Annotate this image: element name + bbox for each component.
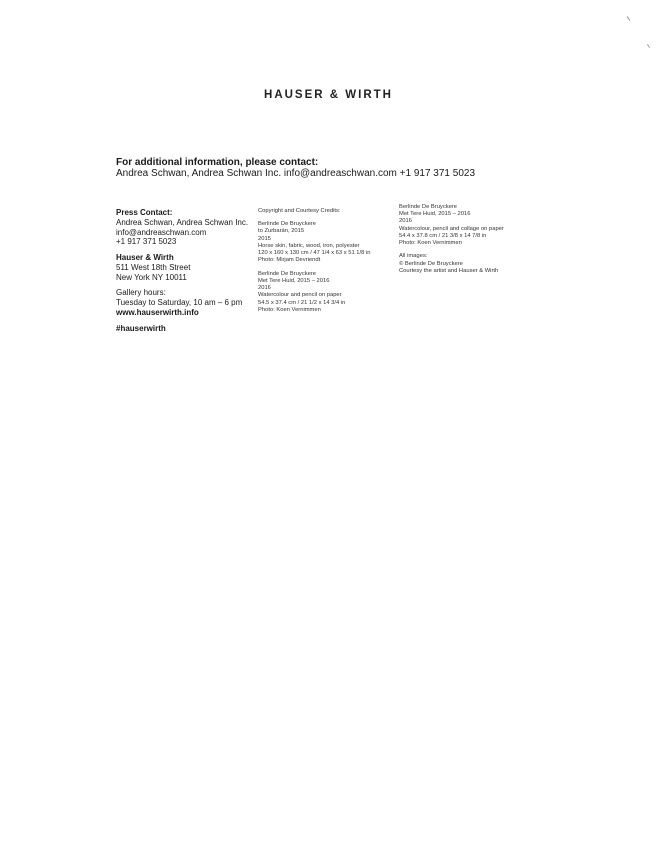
credits-column-1 [258, 208, 370, 320]
credit-item [258, 271, 370, 314]
hashtag: #hauserwirth [116, 323, 166, 333]
credit-dimensions: 54.4 x 37.8 cm / 21 3/8 x 14 7/8 in [399, 232, 487, 239]
credit-item [399, 204, 504, 247]
credit-artist: Berlinde De Bruyckere [258, 221, 316, 228]
credit-artist: Berlinde De Bruyckere [399, 204, 457, 210]
credit-medium: Watercolour and pencil on paper [258, 292, 342, 299]
press-contact-phone: +1 917 371 5023 [116, 237, 177, 247]
gallery-hours-block [116, 288, 248, 317]
credit-artist: Berlinde De Bruyckere [258, 270, 316, 277]
all-images-label: All images: [399, 253, 428, 260]
left-column [116, 208, 248, 333]
credit-medium: Horse skin, fabric, wood, iron, polyester [258, 242, 360, 249]
press-contact-name: Andrea Schwan, Andrea Schwan Inc. [116, 217, 249, 227]
gallery-city: New York NY 10011 [116, 272, 187, 282]
all-images-courtesy: Courtesy the artist and Hauser & Wirth [399, 267, 499, 274]
credit-photo: Photo: Mirjam Devriendt [258, 257, 321, 264]
scan-mark [647, 44, 650, 48]
scan-mark [627, 16, 631, 21]
credit-photo: Photo: Koen Vernimmen [399, 240, 462, 247]
gallery-hours: Tuesday to Saturday, 10 am – 6 pm [116, 298, 243, 307]
credit-photo: Photo: Koen Vernimmen [258, 306, 321, 313]
gallery-address-block [116, 253, 248, 282]
credit-title: Met Tere Huid, 2015 – 2016 [258, 277, 330, 284]
all-images-copyright: © Berlinde De Bruyckere [399, 260, 463, 267]
credits-column-2 [399, 204, 504, 281]
credits-heading: Copyright and Courtesy Credits: [258, 208, 341, 214]
gallery-website: www.hauserwirth.info [116, 307, 199, 317]
contact-line: Andrea Schwan, Andrea Schwan Inc. info@andreaschwan.com +1 917 371 5023 [116, 168, 475, 179]
credit-medium: Watercolour, pencil and collage on paper [399, 225, 504, 232]
credit-year: 2016 [258, 285, 271, 292]
gallery-hours-label: Gallery hours: [116, 288, 166, 298]
credit-year: 2016 [399, 218, 412, 225]
all-images-credit [399, 253, 504, 275]
credit-item [258, 221, 370, 264]
credit-year: 2015 [258, 235, 271, 242]
credit-title: to Zurbarán, 2015 [258, 228, 305, 235]
press-contact-block [116, 208, 248, 247]
gallery-name: Hauser & Wirth [116, 253, 174, 262]
hauser-wirth-logo: HAUSER & WIRTH [264, 89, 393, 101]
credit-title: Met Tere Huid, 2015 – 2016 [399, 211, 471, 218]
press-contact-heading: Press Contact: [116, 208, 173, 217]
press-contact-email: info@andreaschwan.com [116, 227, 207, 237]
gallery-street: 511 West 18th Street [116, 262, 191, 272]
credit-dimensions: 54.5 x 37.4 cm / 21 1/2 x 14 3/4 in [258, 299, 346, 306]
contact-heading: For additional information, please contact: [116, 157, 319, 168]
credit-dimensions: 120 x 160 x 130 cm / 47 1/4 x 63 x 51 1/8 in [258, 250, 371, 257]
